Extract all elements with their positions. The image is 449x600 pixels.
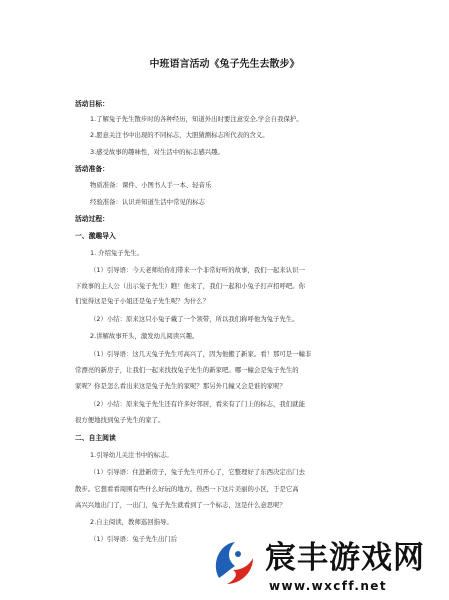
text-line: （2）小结：原来这只小兔子戴了一个领带，所以我们称呼他为兔子先生。 <box>90 315 299 323</box>
section-heading-goals: 活动目标： <box>75 100 109 108</box>
text-line: （1）引导语：这几天兔子先生可高兴了，因为他搬了新家。看！那可是一幢非 <box>90 350 312 358</box>
text-line: （1）引导语：今天老师给你们带来一个非常好听的故事，我们一起来认识一 <box>90 266 305 274</box>
subsection-heading: 一、激趣导入 <box>75 232 116 240</box>
text-line: 2.愿意关注书中出现的不同标志，大胆猜测标志所代表的含义。 <box>90 131 269 139</box>
text-line: 们觉得这是兔子小姐还是兔子先生呢？为什么？ <box>75 297 210 305</box>
text-line: 2.讲解故事开头，激发幼儿阅读兴趣。 <box>90 332 199 340</box>
text-line: 经验准备：认识并知道生活中常见的标志 <box>90 198 206 206</box>
text-line: 很方便地找到兔子先生的家了。 <box>75 416 165 424</box>
page-title: 中班语言活动《兔子先生去散步》 <box>149 59 300 70</box>
text-line: 物质准备：课件、小图书人手一本、轻音乐 <box>90 181 212 189</box>
dragon-logo-icon <box>205 534 261 590</box>
text-line: 高兴兴地出门了，一出门，兔子先生就看到了一个标志，这是什么意思呢？ <box>75 501 286 509</box>
section-heading-prep: 活动准备： <box>75 165 109 173</box>
text-line: 1.引导幼儿关注书中的标志。 <box>90 451 173 459</box>
text-line: 散步。它想看看周围有些什么好玩的地方。热西一下这片美丽的小区，于是它高 <box>75 485 299 493</box>
text-line: 下故事的主人公（出示兔子先生）瞧！他来了，我们一起和小兔子打声招呼吧。你 <box>75 282 306 290</box>
text-line: 1. 介绍兔子先生。 <box>90 249 143 257</box>
text-line: 3.感受故事的趣味性，对生活中的标志感兴趣。 <box>90 148 224 156</box>
text-line: 2.自主阅读，教师巡回指导。 <box>90 518 173 526</box>
text-line: （2）小结：原来兔子先生还有许多好邻居，看来有了门上的标志，我们就能 <box>90 400 305 408</box>
watermark-brand: 宸丰游戏网 <box>265 540 425 576</box>
text-line: 1.了解兔子先生散步时的各种经历，知道外出时要注意安全,学会自我保护。 <box>90 115 303 123</box>
text-line: 家呢？你是怎么看出来这是兔子先生的家呢？那另外几幢又会是谁的家呢？ <box>75 382 286 390</box>
site-watermark <box>205 528 449 600</box>
text-line: （1）引导语：住进新房子，兔子先生可开心了，它整理好了东西决定出门去 <box>90 468 305 476</box>
section-heading-process: 活动过程： <box>75 215 109 223</box>
text-line: 常漂亮的新房子，让我们一起来找找兔子先生的新家吧。哪一幢会是兔子先生的 <box>75 366 299 374</box>
text-line: （1）引导语：兔子先生出门后 <box>90 535 178 543</box>
watermark-url: www.wxcff.net <box>269 579 387 593</box>
subsection-heading: 二、自主阅读 <box>75 434 116 442</box>
